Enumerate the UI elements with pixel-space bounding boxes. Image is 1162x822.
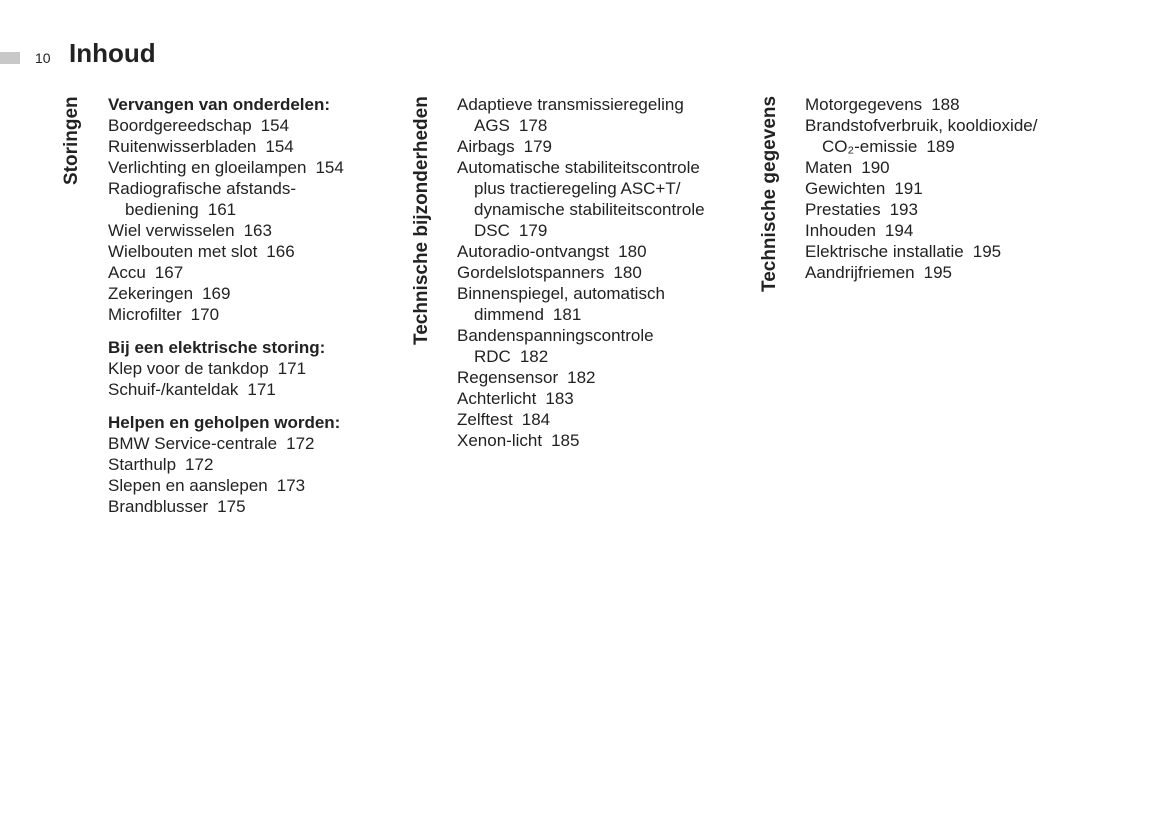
toc-entry[interactable]	[108, 304, 408, 325]
toc-entry[interactable]	[457, 409, 757, 430]
toc-page-number: 179	[523, 137, 553, 156]
toc-page-number: 169	[202, 284, 231, 303]
toc-entry[interactable]	[108, 178, 408, 220]
toc-entry[interactable]	[457, 241, 757, 262]
page-number: 10	[35, 50, 51, 66]
toc-page-number: 179	[518, 221, 548, 240]
toc-entry-text: Binnenspiegel, automatisch	[457, 284, 665, 303]
toc-page-number: 188	[931, 95, 960, 114]
toc-page-number: 191	[894, 179, 923, 198]
toc-entry[interactable]	[805, 157, 1105, 178]
toc-entry-text: Ruitenwisserbladen	[108, 137, 257, 156]
toc-page-number: 194	[884, 221, 914, 240]
toc-entry-text: AGS	[474, 116, 510, 135]
toc-entry-text: Gordelslotspanners	[457, 263, 605, 282]
toc-entry-text: BMW Service-centrale	[108, 434, 278, 453]
page-marker	[0, 52, 20, 64]
toc-entry[interactable]	[108, 454, 408, 475]
page-title: Inhoud	[69, 38, 156, 68]
toc-page-number: 190	[861, 158, 890, 177]
toc-entry[interactable]	[108, 241, 408, 262]
toc-entry[interactable]	[457, 430, 757, 451]
toc-page-number: 154	[260, 116, 290, 135]
toc-page-number: 172	[286, 434, 315, 453]
toc-entry[interactable]	[805, 115, 1105, 157]
toc-entry[interactable]	[805, 94, 1105, 115]
toc-entry[interactable]	[108, 283, 408, 304]
toc-page-number: 166	[266, 242, 295, 261]
toc-column-storingen	[108, 94, 408, 529]
toc-entry-text: Autoradio-ontvangst	[457, 242, 610, 261]
toc-page-number: 193	[889, 200, 918, 219]
toc-page-number: 184	[521, 410, 551, 429]
toc-entry[interactable]	[457, 388, 757, 409]
toc-entry-text: Verlichting en gloeilampen	[108, 158, 307, 177]
toc-page-number: 180	[613, 263, 642, 282]
toc-entry-text: Zelftest	[457, 410, 513, 429]
section-label-storingen: Storingen	[61, 96, 82, 185]
toc-entry-text: bediening	[125, 200, 199, 219]
toc-entry[interactable]	[108, 220, 408, 241]
toc-entry-text: Xenon-licht	[457, 431, 543, 450]
toc-entry[interactable]	[108, 358, 408, 379]
section-label-technische-bijzonderheden: Technische bijzonderheden	[411, 96, 432, 345]
toc-entry-text: Maten	[805, 158, 853, 177]
toc-entry-text: Zekeringen	[108, 284, 194, 303]
toc-entry[interactable]	[457, 94, 757, 136]
toc-entry[interactable]	[108, 262, 408, 283]
toc-entry[interactable]	[108, 379, 408, 400]
toc-entry-text: RDC	[474, 347, 511, 366]
toc-page-number: 183	[545, 389, 574, 408]
toc-page-number: 180	[618, 242, 647, 261]
toc-entry[interactable]	[805, 178, 1105, 199]
toc-entry-text: dimmend	[474, 305, 544, 324]
toc-entry-text: Bandenspanningscontrole	[457, 326, 654, 345]
toc-entry-text: Elektrische installatie	[805, 242, 964, 261]
toc-group-heading: Helpen en geholpen worden:	[108, 413, 341, 432]
toc-page-number: 171	[247, 380, 276, 399]
toc-entry-text: dynamische stabiliteitscontrole	[474, 200, 705, 219]
toc-entry-text: Regensensor	[457, 368, 559, 387]
toc-entry-text: Boordgereedschap	[108, 116, 252, 135]
toc-entry-text: Gewichten	[805, 179, 886, 198]
toc-entry-text: Airbags	[457, 137, 515, 156]
toc-page-number: 175	[217, 497, 246, 516]
toc-entry-text: CO₂-emissie	[822, 137, 918, 156]
toc-entry-text: Prestaties	[805, 200, 881, 219]
toc-entry-text: Klep voor de tankdop	[108, 359, 269, 378]
toc-entry[interactable]	[457, 136, 757, 157]
toc-page-number: 195	[923, 263, 952, 282]
toc-entry-text: Accu	[108, 263, 146, 282]
toc-group	[108, 412, 408, 517]
toc-entry-text: Slepen en aanslepen	[108, 476, 268, 495]
toc-page-number: 181	[552, 305, 582, 324]
toc-entry-text: Schuif-/kanteldak	[108, 380, 239, 399]
toc-page-number: 154	[265, 137, 294, 156]
toc-entry[interactable]	[457, 262, 757, 283]
toc-entry[interactable]	[457, 367, 757, 388]
toc-page-number: 182	[567, 368, 596, 387]
toc-entry[interactable]	[108, 433, 408, 454]
toc-entry-text: plus tractieregeling ASC+T/	[474, 179, 681, 198]
toc-entry-text: Aandrijfriemen	[805, 263, 915, 282]
toc-entry-text: Starthulp	[108, 455, 177, 474]
toc-entry-text: Radiografische afstands-	[108, 179, 297, 198]
toc-entry[interactable]	[108, 115, 408, 136]
toc-group	[108, 94, 408, 325]
toc-page-number: 171	[277, 359, 307, 378]
toc-page-number: 189	[926, 137, 955, 156]
section-label-technische-gegevens: Technische gegevens	[759, 96, 780, 293]
toc-page-number: 167	[154, 263, 184, 282]
toc-entry[interactable]	[108, 475, 408, 496]
toc-entry-text: Brandblusser	[108, 497, 209, 516]
toc-entry-text: Motorgegevens	[805, 95, 923, 114]
toc-entry[interactable]	[108, 157, 408, 178]
toc-page-number: 163	[243, 221, 272, 240]
toc-group-heading: Vervangen van onderdelen:	[108, 95, 331, 114]
toc-page-number: 154	[315, 158, 344, 177]
toc-entry-text: Achterlicht	[457, 389, 537, 408]
toc-entry-text: Microfilter	[108, 305, 182, 324]
toc-entry-text: Brandstofverbruik, kooldioxide/	[805, 116, 1038, 135]
toc-entry-text: Automatische stabiliteitscontrole	[457, 158, 700, 177]
toc-entry[interactable]	[108, 136, 408, 157]
toc-page-number: 182	[519, 347, 549, 366]
toc-column-technische-bijzonderheden	[457, 94, 757, 451]
toc-page-number: 173	[276, 476, 306, 495]
toc-page-number: 170	[190, 305, 220, 324]
toc-entry[interactable]	[457, 325, 757, 367]
toc-entry-text: Wiel verwisselen	[108, 221, 235, 240]
toc-page-number: 172	[185, 455, 214, 474]
toc-entry[interactable]	[457, 157, 757, 241]
toc-entry-text: Inhouden	[805, 221, 876, 240]
toc-entry-text: Adaptieve transmissieregeling	[457, 95, 684, 114]
toc-entry[interactable]	[805, 241, 1105, 262]
toc-entry[interactable]	[805, 262, 1105, 283]
toc-column-technische-gegevens	[805, 94, 1105, 283]
toc-entry[interactable]	[805, 199, 1105, 220]
toc-entry-text: Wielbouten met slot	[108, 242, 258, 261]
toc-entry[interactable]	[805, 220, 1105, 241]
toc-entry[interactable]	[457, 283, 757, 325]
toc-page-number: 195	[972, 242, 1002, 261]
toc-entry[interactable]	[108, 496, 408, 517]
toc-group-heading: Bij een elektrische storing:	[108, 338, 326, 357]
toc-group	[108, 337, 408, 400]
toc-page-number: 185	[551, 431, 580, 450]
toc-page-number: 178	[518, 116, 548, 135]
toc-entry-text: DSC	[474, 221, 510, 240]
toc-page-number: 161	[207, 200, 237, 219]
